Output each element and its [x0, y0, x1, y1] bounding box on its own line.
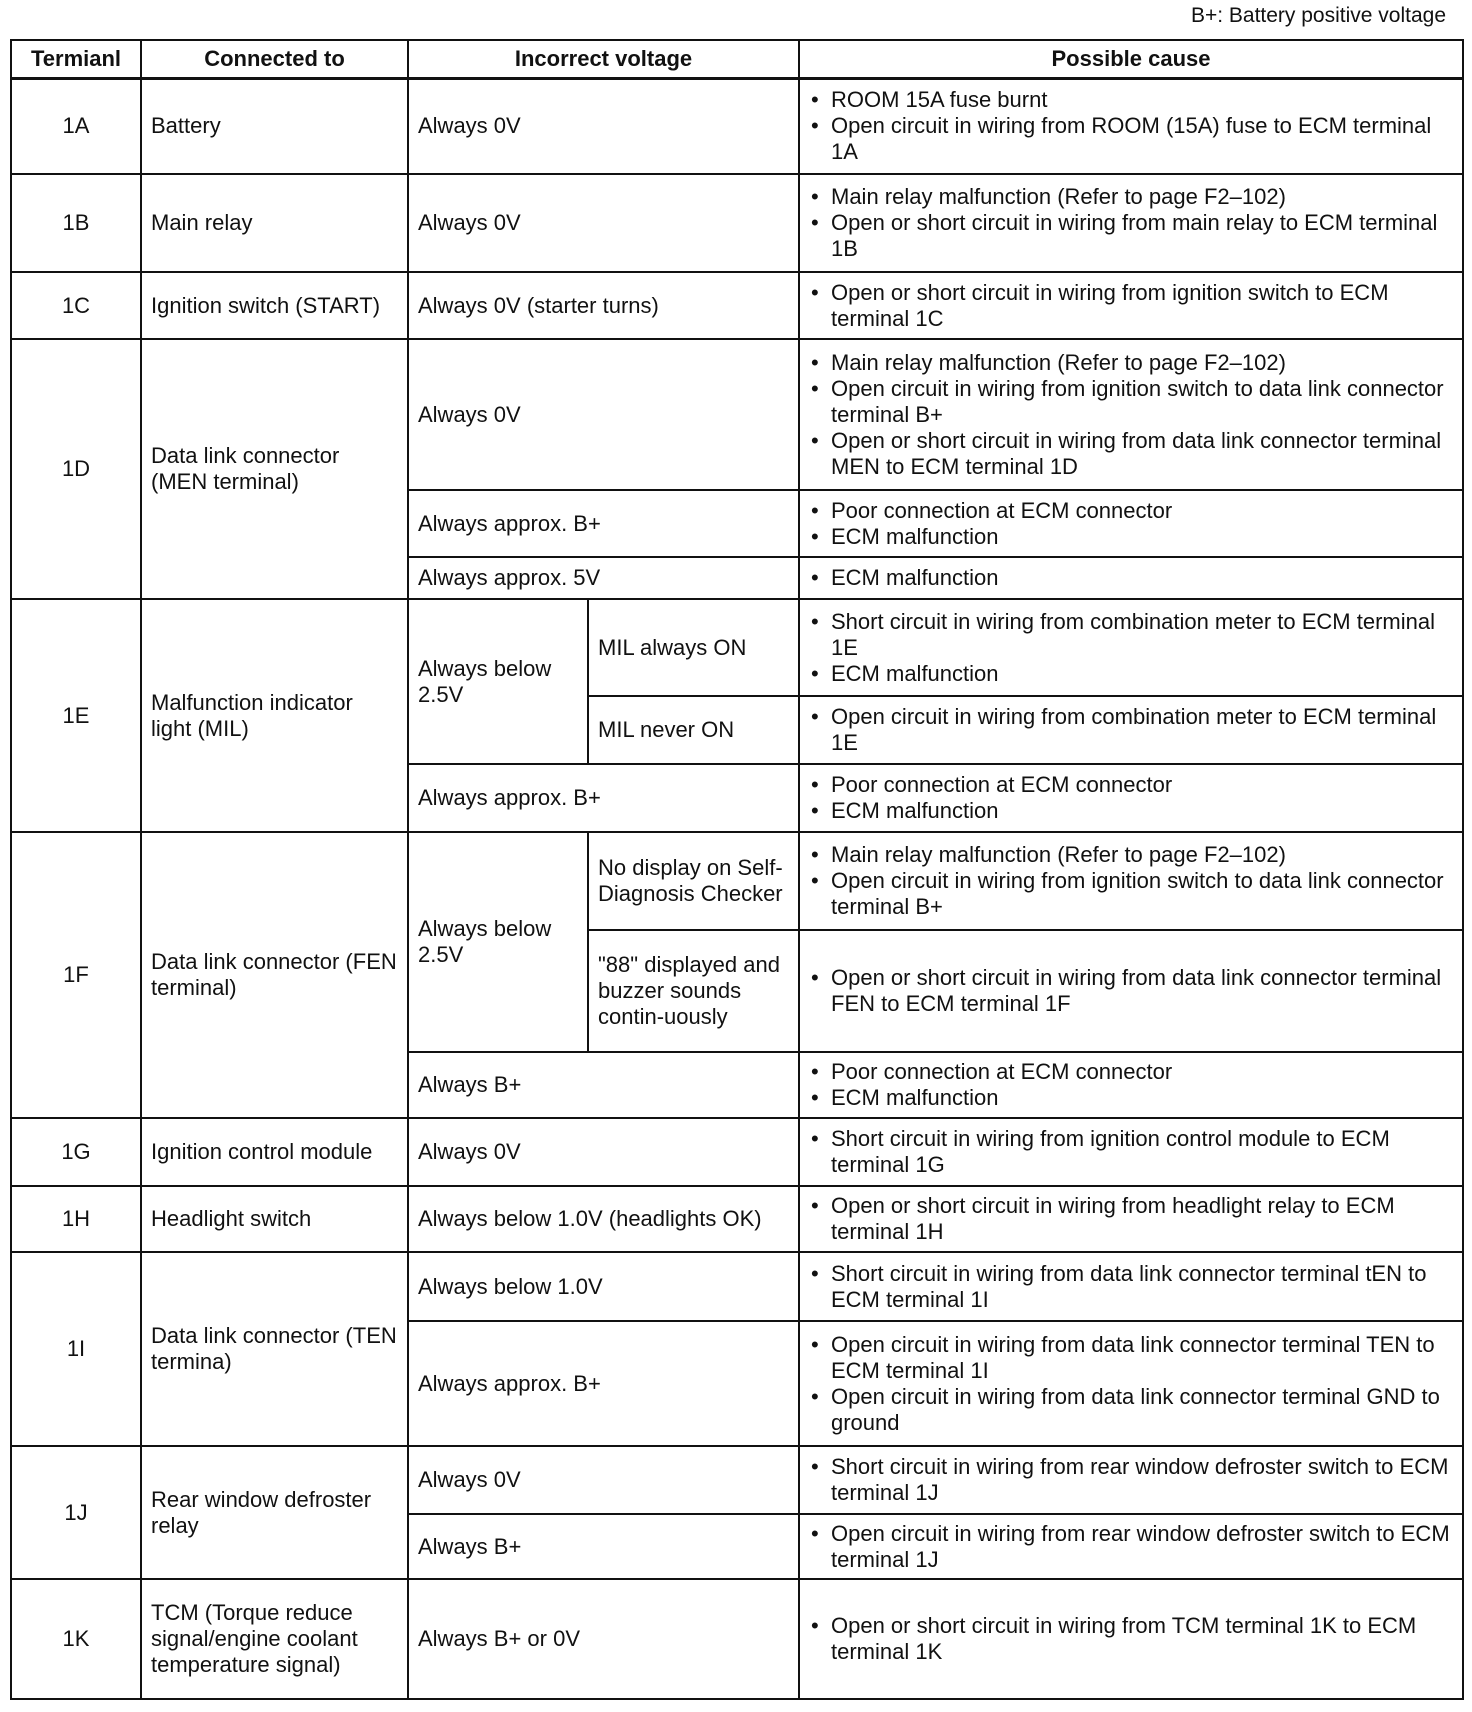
table-row [11, 1118, 1463, 1186]
terminal-cell: 1J [11, 1446, 141, 1579]
connected-to-cell: Malfunction indicator light (MIL) [141, 599, 408, 832]
voltage-cell: Always below 1.0V [408, 1252, 799, 1321]
connected-to-cell: Ignition switch (START) [141, 272, 408, 339]
cause-cell [799, 1186, 1463, 1252]
cause-cell [799, 557, 1463, 599]
table-row [11, 599, 1463, 696]
voltage-cell: Always 0V [408, 1118, 799, 1186]
cause-list [809, 842, 1453, 920]
cause-list [809, 498, 1453, 550]
cause-item: • Open circuit in wiring from combination meter to ECM terminal 1E [809, 704, 1453, 756]
cause-list [809, 87, 1453, 165]
cause-item: • Open circuit in wiring from ignition switch to data link connector terminal B+ [809, 868, 1453, 920]
connected-to-cell: Data link connector (TEN termina) [141, 1252, 408, 1446]
terminal-cell: 1H [11, 1186, 141, 1252]
cause-item: • Poor connection at ECM connector [809, 1059, 1453, 1085]
table-row [11, 1579, 1463, 1699]
header-incorrect-voltage: Incorrect voltage [408, 40, 799, 78]
cause-list [809, 772, 1453, 824]
table-row [11, 1446, 1463, 1514]
cause-list [809, 184, 1453, 262]
cause-list [809, 704, 1453, 756]
condition-cell: MIL always ON [588, 599, 799, 696]
voltage-cell: Always 0V [408, 174, 799, 272]
cause-cell [799, 174, 1463, 272]
cause-item: • Open or short circuit in wiring from data link connector terminal FEN to ECM terminal 1F [809, 965, 1453, 1017]
table-row [11, 832, 1463, 930]
terminal-voltage-table [10, 39, 1464, 1700]
connected-to-cell: TCM (Torque reduce signal/engine coolant temperature signal) [141, 1579, 408, 1699]
table-row [11, 174, 1463, 272]
voltage-cell: Always 0V [408, 339, 799, 490]
cause-cell [799, 1118, 1463, 1186]
cause-cell [799, 1052, 1463, 1118]
voltage-cell: Always approx. B+ [408, 1321, 799, 1446]
terminal-cell: 1I [11, 1252, 141, 1446]
cause-item: • Open or short circuit in wiring from data link connector terminal MEN to ECM terminal 1D [809, 428, 1453, 480]
cause-cell [799, 78, 1463, 174]
cause-cell [799, 832, 1463, 930]
terminal-cell: 1A [11, 78, 141, 174]
cause-cell [799, 1446, 1463, 1514]
cause-item: • Short circuit in wiring from combination meter to ECM terminal 1E [809, 609, 1453, 661]
cause-item: • Poor connection at ECM connector [809, 772, 1453, 798]
terminal-cell: 1D [11, 339, 141, 599]
terminal-cell: 1E [11, 599, 141, 832]
cause-item: • Short circuit in wiring from rear window defroster switch to ECM terminal 1J [809, 1454, 1453, 1506]
cause-cell [799, 339, 1463, 490]
cause-item: • Open or short circuit in wiring from ignition switch to ECM terminal 1C [809, 280, 1453, 332]
cause-cell [799, 1321, 1463, 1446]
cause-item: • Open or short circuit in wiring from TCM terminal 1K to ECM terminal 1K [809, 1613, 1453, 1665]
table-row [11, 78, 1463, 174]
cause-item: • ROOM 15A fuse burnt [809, 87, 1453, 113]
cause-cell [799, 930, 1463, 1052]
cause-cell [799, 696, 1463, 764]
header-row [11, 40, 1463, 78]
cause-cell [799, 599, 1463, 696]
cause-item: • Open circuit in wiring from data link connector terminal TEN to ECM terminal 1I [809, 1332, 1453, 1384]
terminal-cell: 1C [11, 272, 141, 339]
cause-list [809, 1613, 1453, 1665]
cause-cell [799, 272, 1463, 339]
voltage-cell: Always approx. B+ [408, 490, 799, 557]
voltage-cell: Always B+ [408, 1514, 799, 1579]
cause-cell [799, 764, 1463, 832]
cause-list [809, 280, 1453, 332]
legend-note: B+: Battery positive voltage [1190, 4, 1446, 27]
table-row [11, 272, 1463, 339]
voltage-cell: Always below 2.5V [408, 832, 588, 1052]
cause-item: • ECM malfunction [809, 661, 1453, 687]
condition-cell: MIL never ON [588, 696, 799, 764]
connected-to-cell: Data link connector (MEN terminal) [141, 339, 408, 599]
voltage-cell: Always below 2.5V [408, 599, 588, 764]
terminal-cell: 1B [11, 174, 141, 272]
cause-item: • Poor connection at ECM connector [809, 498, 1453, 524]
cause-item: • ECM malfunction [809, 798, 1453, 824]
cause-list [809, 1059, 1453, 1111]
voltage-cell: Always below 1.0V (headlights OK) [408, 1186, 799, 1252]
cause-item: • Short circuit in wiring from ignition control module to ECM terminal 1G [809, 1126, 1453, 1178]
condition-cell: "88" displayed and buzzer sounds contin-uously [588, 930, 799, 1052]
voltage-cell: Always 0V [408, 78, 799, 174]
voltage-cell: Always approx. B+ [408, 764, 799, 832]
cause-list [809, 1454, 1453, 1506]
cause-list [809, 350, 1453, 480]
cause-item: • ECM malfunction [809, 565, 1453, 591]
connected-to-cell: Ignition control module [141, 1118, 408, 1186]
cause-list [809, 1521, 1453, 1573]
cause-item: • ECM malfunction [809, 524, 1453, 550]
condition-cell: No display on Self-Diagnosis Checker [588, 832, 799, 930]
table-row [11, 1252, 1463, 1321]
connected-to-cell: Data link connector (FEN terminal) [141, 832, 408, 1118]
cause-list [809, 965, 1453, 1017]
cause-list [809, 609, 1453, 687]
cause-item: • Main relay malfunction (Refer to page F2–102) [809, 350, 1453, 376]
header-possible-cause: Possible cause [799, 40, 1463, 78]
voltage-cell: Always 0V (starter turns) [408, 272, 799, 339]
voltage-cell: Always B+ [408, 1052, 799, 1118]
cause-cell [799, 1514, 1463, 1579]
table-row [11, 1186, 1463, 1252]
cause-item: • ECM malfunction [809, 1085, 1453, 1111]
header-connected-to: Connected to [141, 40, 408, 78]
cause-cell [799, 490, 1463, 557]
cause-item: • Open circuit in wiring from rear window defroster switch to ECM terminal 1J [809, 1521, 1453, 1573]
terminal-cell: 1F [11, 832, 141, 1118]
cause-item: • Open circuit in wiring from data link connector terminal GND to ground [809, 1384, 1453, 1436]
cause-item: • Open or short circuit in wiring from main relay to ECM terminal 1B [809, 210, 1453, 262]
cause-list [809, 1332, 1453, 1436]
cause-list [809, 1126, 1453, 1178]
terminal-cell: 1G [11, 1118, 141, 1186]
connected-to-cell: Headlight switch [141, 1186, 408, 1252]
cause-item: • Short circuit in wiring from data link connector terminal tEN to ECM terminal 1I [809, 1261, 1453, 1313]
voltage-cell: Always approx. 5V [408, 557, 799, 599]
connected-to-cell: Main relay [141, 174, 408, 272]
connected-to-cell: Battery [141, 78, 408, 174]
cause-cell [799, 1579, 1463, 1699]
cause-list [809, 565, 1453, 591]
cause-item: • Open or short circuit in wiring from headlight relay to ECM terminal 1H [809, 1193, 1453, 1245]
table-row [11, 339, 1463, 490]
cause-list [809, 1193, 1453, 1245]
voltage-cell: Always B+ or 0V [408, 1579, 799, 1699]
header-terminal: Termianl [11, 40, 141, 78]
cause-cell [799, 1252, 1463, 1321]
cause-item: • Open circuit in wiring from ignition switch to data link connector terminal B+ [809, 376, 1453, 428]
connected-to-cell: Rear window defroster relay [141, 1446, 408, 1579]
voltage-cell: Always 0V [408, 1446, 799, 1514]
cause-item: • Main relay malfunction (Refer to page F2–102) [809, 842, 1453, 868]
terminal-cell: 1K [11, 1579, 141, 1699]
cause-item: • Main relay malfunction (Refer to page F2–102) [809, 184, 1453, 210]
cause-item: • Open circuit in wiring from ROOM (15A) fuse to ECM terminal 1A [809, 113, 1453, 165]
cause-list [809, 1261, 1453, 1313]
